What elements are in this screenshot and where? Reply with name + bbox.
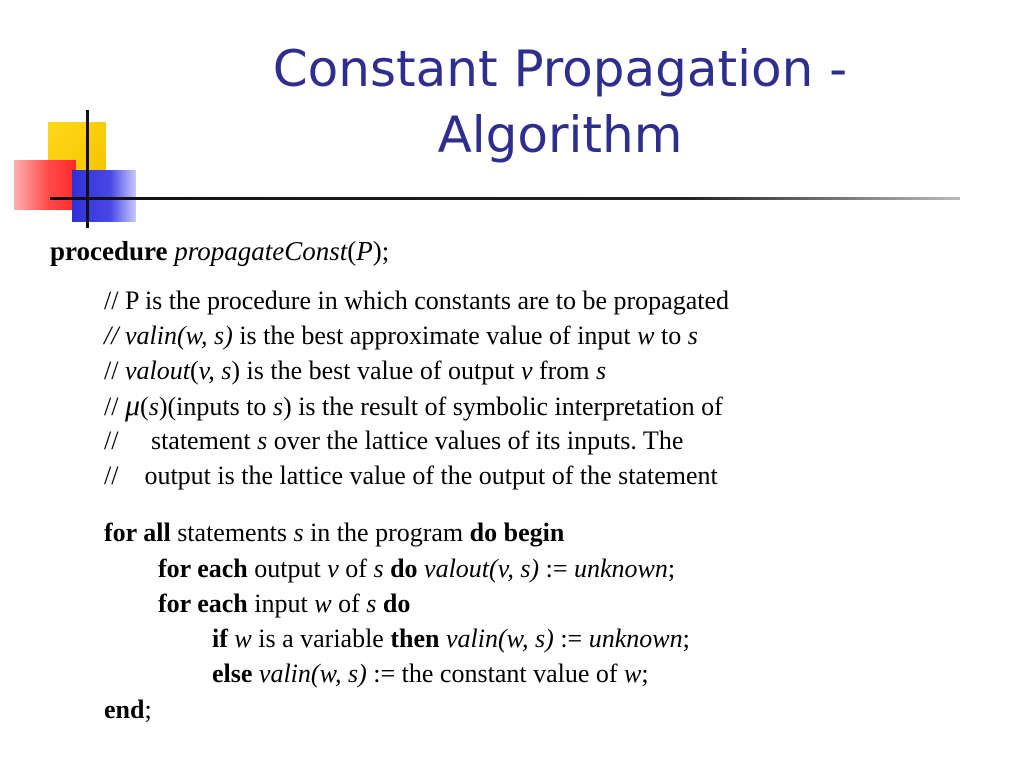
code-line-else: else valin(w, s) := the constant value of w; — [212, 659, 649, 688]
comment-line-4: // μ(s)(inputs to s) is the result of symbolic interpretation of — [104, 389, 723, 422]
procedure-open-paren: ( — [347, 236, 357, 266]
procedure-header — [50, 234, 389, 268]
mu-symbol: μ — [124, 389, 141, 422]
red-square-decoration — [14, 160, 76, 210]
procedure-param: P — [356, 236, 373, 266]
title-line-2: Algorithm — [437, 106, 683, 164]
procedure-close: ); — [372, 236, 390, 266]
blue-square-decoration — [72, 170, 136, 222]
vertical-rule-decoration — [86, 110, 89, 228]
comment-line-1: // P is the procedure in which constants are to be propagated — [104, 286, 730, 315]
comment-line-6: // output is the lattice value of the output of the statement — [104, 461, 718, 490]
code-line-for-each-output: for each output v of s do valout(v, s) := unknown; — [158, 554, 676, 583]
title-line-1: Constant Propagation - — [272, 40, 848, 98]
comment-line-5: // statement s over the lattice values of its inputs. The — [104, 426, 684, 455]
code-line-for-each-input: for each input w of s do — [158, 589, 411, 618]
comment-line-2: // valin(w, s) is the best approximate value of input w to s — [104, 321, 698, 350]
comment-line-3: // valout(v, s) is the best value of output v from s — [104, 356, 607, 385]
code-line-end: end; — [104, 695, 152, 724]
code-line-for-all: for all statements s in the program do begin — [104, 518, 565, 547]
procedure-keyword: procedure — [50, 236, 168, 266]
slide-title — [200, 36, 920, 168]
procedure-name: propagateConst — [174, 236, 348, 266]
title-underline-rule — [50, 197, 960, 200]
code-line-if: if w is a variable then valin(w, s) := unknown; — [212, 624, 690, 653]
